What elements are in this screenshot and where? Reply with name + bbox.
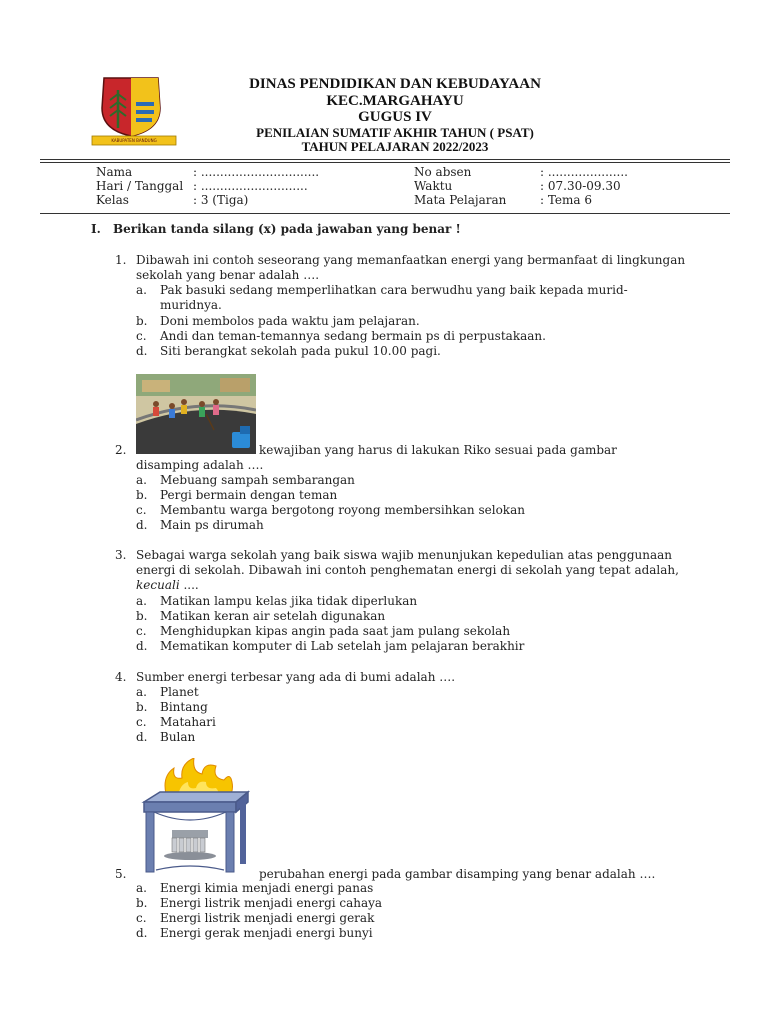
header-divider-top — [40, 159, 730, 160]
question-1-option-a[interactable]: a. Pak basuki sedang memperlihatkan cara berwudhu yang baik kepada murid- — [136, 283, 628, 297]
question-1-number: 1. — [115, 253, 127, 267]
question-3-text: Sebagai warga sekolah yang baik siswa wajib menunjukan kepedulian atas penggunaan — [136, 548, 673, 562]
question-3-option-d[interactable]: d. Mematikan komputer di Lab setelah jam pelajaran berakhir — [136, 639, 525, 653]
info-kelas-label: Kelas — [96, 193, 129, 207]
question-4-text: Sumber energi terbesar yang ada di bumi adalah …. — [136, 670, 456, 684]
question-4-option-b[interactable]: b. Bintang — [136, 700, 208, 714]
question-1-option-c[interactable]: c. Andi dan teman-temannya sedang bermain ps di perpustakaan. — [136, 329, 546, 343]
info-absen-value: : ..................... — [540, 165, 628, 179]
question-2-number: 2. — [115, 443, 127, 457]
question-5-option-b[interactable]: b. Energi listrik menjadi energi cahaya — [136, 896, 383, 910]
question-5-option-a[interactable]: a. Energi kimia menjadi energi panas — [136, 881, 374, 895]
question-4-number: 4. — [115, 670, 127, 684]
info-waktu-label: Waktu — [414, 179, 453, 193]
section-number: I. — [91, 222, 101, 236]
question-2-text-cont: disamping adalah …. — [136, 458, 264, 472]
info-hari-value: : ............................ — [193, 179, 308, 193]
question-2-option-b[interactable]: b. Pergi bermain dengan teman — [136, 488, 338, 502]
question-5-number: 5. — [115, 867, 127, 881]
info-kelas-value: : 3 (Tiga) — [193, 193, 249, 207]
regency-logo — [88, 72, 178, 150]
question-3-option-b[interactable]: b. Matikan keran air setelah digunakan — [136, 609, 386, 623]
question-1-text-cont: sekolah yang benar adalah …. — [136, 268, 320, 282]
logo-caption: KABUPATEN BANDUNG — [111, 138, 157, 143]
info-nama-value: : ............................... — [193, 165, 320, 179]
question-2-option-a[interactable]: a. Mebuang sampah sembarangan — [136, 473, 355, 487]
info-waktu-value: : 07.30-09.30 — [540, 179, 621, 193]
header-cluster: GUGUS IV — [358, 109, 432, 125]
header-exam-title: PENILAIAN SUMATIF AKHIR TAHUN ( PSAT) — [256, 125, 534, 140]
question-1-option-d[interactable]: d. Siti berangkat sekolah pada pukul 10.00 pagi. — [136, 344, 441, 358]
question-3-option-a[interactable]: a. Matikan lampu kelas jika tidak diperlukan — [136, 594, 418, 608]
header-divider-bottom — [40, 162, 730, 163]
question-1-text: Dibawah ini contoh seseorang yang memanfaatkan energi yang bermanfaat di lingkungan — [136, 253, 686, 267]
question-2-text: kewajiban yang harus di lakukan Riko sesuai pada gambar — [259, 443, 617, 457]
question-2-option-d[interactable]: d. Main ps dirumah — [136, 518, 264, 532]
question-3-text-kecuali: kecuali .... — [136, 578, 199, 592]
question-4-option-d[interactable]: d. Bulan — [136, 730, 196, 744]
question-3-text-cont: energi di sekolah. Dibawah ini contoh penghematan energi di sekolah yang tepat adalah, — [136, 563, 679, 577]
question-3-number: 3. — [115, 548, 127, 562]
question-5-option-d[interactable]: d. Energi gerak menjadi energi bunyi — [136, 926, 373, 940]
header-school-year: TAHUN PELAJARAN 2022/2023 — [301, 139, 489, 154]
info-divider — [40, 213, 730, 214]
header-district: KEC.MARGAHAYU — [326, 93, 464, 109]
info-hari-label: Hari / Tanggal — [96, 179, 184, 193]
question-1-option-a-cont: muridnya. — [160, 298, 222, 312]
cleanup-illustration — [136, 374, 256, 454]
info-nama-label: Nama — [96, 165, 133, 179]
question-4-option-a[interactable]: a. Planet — [136, 685, 199, 699]
question-4-option-c[interactable]: c. Matahari — [136, 715, 216, 729]
question-2-option-c[interactable]: c. Membantu warga bergotong royong membersihkan selokan — [136, 503, 525, 517]
question-5-option-c[interactable]: c. Energi listrik menjadi energi gerak — [136, 911, 375, 925]
question-5-text: perubahan energi pada gambar disamping yang benar adalah …. — [259, 867, 656, 881]
question-1-option-b[interactable]: b. Doni membolos pada waktu jam pelajaran. — [136, 314, 420, 328]
info-mapel-value: : Tema 6 — [540, 193, 593, 207]
info-mapel-label: Mata Pelajaran — [414, 193, 507, 207]
header-agency: DINAS PENDIDIKAN DAN KEBUDAYAAN — [249, 76, 541, 92]
gas-stove-illustration — [136, 758, 258, 878]
info-absen-label: No absen — [414, 165, 472, 179]
question-3-option-c[interactable]: c. Menghidupkan kipas angin pada saat jam pulang sekolah — [136, 624, 511, 638]
section-title: Berikan tanda silang (x) pada jawaban yang benar ! — [113, 222, 461, 236]
